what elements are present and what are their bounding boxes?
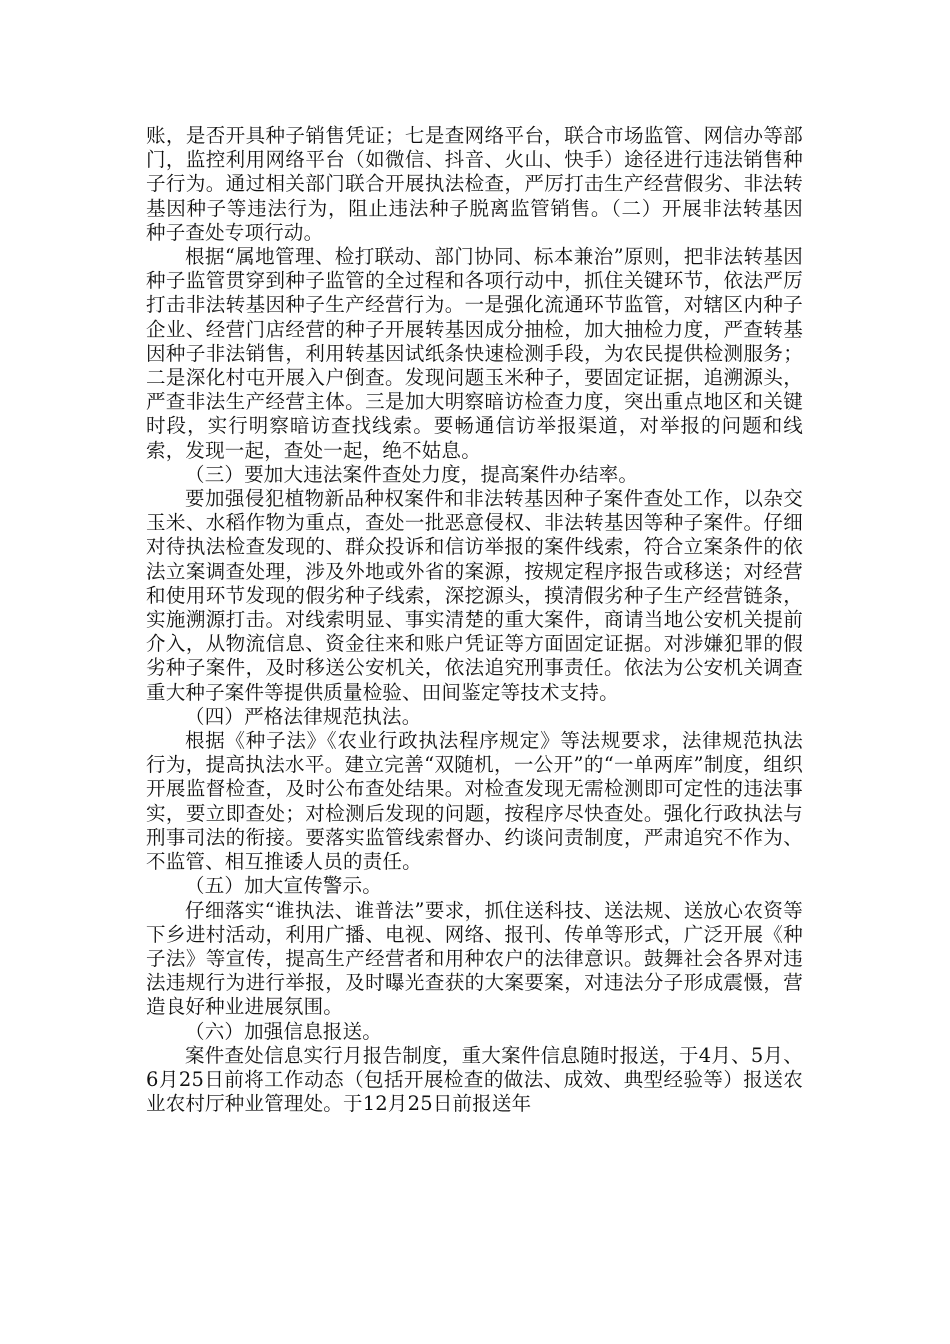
paragraph-case-handling: 要加强侵犯植物新品种权案件和非法转基因种子案件查处工作，以杂交玉米、水稻作物为重点，查处一批恶意侵权、非法转基因等种子案件。仔细对待执法检查发现的、群众投诉和信访举报的案件线索，符合立案条件的依法立案调查处理，涉及外地或外省的案源，按规定程序报告或移送；对经营和使用环节发现的假劣种子线索，深挖源头，摸清假劣种子生产经营链条，实施溯源打击。对线索明显、事实清楚的重大案件，商请当地公安机关提前介入，从物流信息、资金往来和账户凭证等方面固定证据。对涉嫌犯罪的假劣种子案件，及时移送公安机关，依法追究刑事责任。依法为公安机关调查重大种子案件等提供质量检验、田间鉴定等技术支持。 [146,487,803,704]
paragraph-reporting: 案件查处信息实行月报告制度，重大案件信息随时报送，于4月、5月、6月25日前将工作动态（包括开展检查的做法、成效、典型经验等）报送农业农村厅种业管理处。于12月25日前报送年 [146,1043,803,1116]
document-body [146,124,803,1116]
section-heading-3: （三）要加大违法案件查处力度，提高案件办结率。 [185,462,639,486]
paragraph-publicity: 仔细落实“谁执法、谁普法”要求，抓住送科技、送法规、送放心农资等下乡进村活动，利用广播、电视、网络、报刊、传单等形式，广泛开展《种子法》等宣传，提高生产经营者和用种农户的法律意识。鼓舞社会各界对违法违规行为进行举报，及时曝光查获的大案要案，对违法分子形成震慑，营造良好种业进展氛围。 [146,898,803,1019]
paragraph-continuation: 账，是否开具种子销售凭证；七是查网络平台，联合市场监管、网信办等部门，监控利用网络平台（如微信、抖音、火山、快手）途径进行违法销售种子行为。通过相关部门联合开展执法检查，严厉打击生产经营假劣、非法转基因种子等违法行为，阻止违法种子脱离监管销售。（二）开展非法转基因种子查处专项行动。 [146,124,803,244]
section-heading-6: （六）加强信息报送。 [185,1019,383,1043]
section-heading-5: （五）加大宣传警示。 [185,874,383,898]
paragraph-law-enforcement: 根据《种子法》《农业行政执法程序规定》等法规要求，法律规范执法行为，提高执法水平。建立完善“双随机，一公开”的“一单两库”制度，组织开展监督检查，及时公布查处结果。对检查发现无需检测即可定性的违法事实，要立即查处；对检测后发现的问题，按程序尽快查处。强化行政执法与刑事司法的衔接。要落实监管线索督办、约谈问责制度，严肃追究不作为、不监管、相互推诿人员的责任。 [146,729,803,874]
section-heading-4: （四）严格法律规范执法。 [185,704,422,728]
paragraph-gmo-enforcement: 根据“属地管理、检打联动、部门协同、标本兼治”原则，把非法转基因种子监管贯穿到种子监管的全过程和各项行动中，抓住关键环节，依法严厉打击非法转基因种子生产经营行为。一是强化流通环节监管，对辖区内种子企业、经营门店经营的种子开展转基因成分抽检，加大抽检力度，严查转基因种子非法销售，利用转基因试纸条快速检测手段，为农民提供检测服务；二是深化村屯开展入户倒查。发现问题玉米种子，要固定证据，追溯源头，严查非法生产经营主体。三是加大明察暗访检查力度，突出重点地区和关键时段，实行明察暗访查找线索。要畅通信访举报渠道，对举报的问题和线索，发现一起，查处一起，绝不姑息。 [146,245,803,462]
